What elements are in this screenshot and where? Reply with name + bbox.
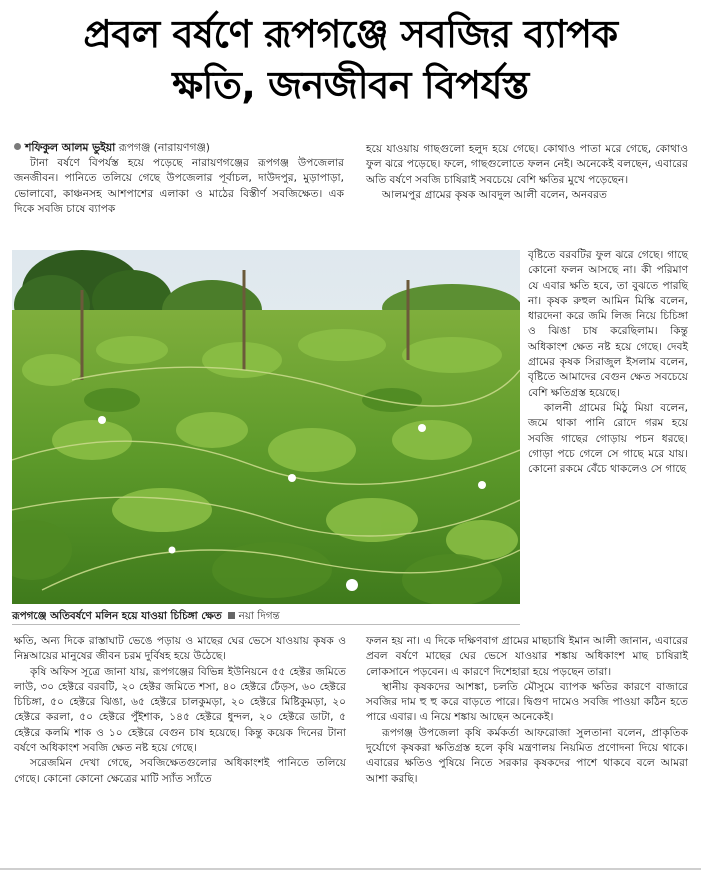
paragraph: ক্ষতি, অন্য দিকে রাস্তাঘাট ভেঙে পড়ায় ও মাছের ঘের ভেসে যাওয়ায় কৃষক ও নিম্নআয়ের মানুষের জীবন চরম দুর্বিষহ হয়ে উঠেছে। <box>14 635 346 663</box>
column-2-bottom <box>366 634 688 866</box>
photo-caption <box>12 608 520 625</box>
article-photo <box>12 250 520 604</box>
bottom-divider <box>0 868 701 870</box>
headline-line-2: ক্ষতি, জনজীবন বিপর্যস্ত <box>172 63 529 107</box>
headline <box>0 8 701 110</box>
photo-credit: নয়া দিগন্ত <box>238 610 280 622</box>
paragraph: হয়ে যাওয়ায় গাছগুলো হলুদ হয়ে গেছে। কোথাও পাতা মরে গেছে, কোথাও ফুল ঝরে পড়েছে। ফলে, গাছগুলোতে ফলন নেই। অনেকেই বলছেন, এবারের অতি বর্ষণে সবজি চাষিরাই সবচেয়ে বেশি ক্ষতির মুখে পড়েছেন। <box>366 143 688 186</box>
paragraph: ফলন হয় না। এ দিকে দক্ষিণবাগ গ্রামের মাছচাষি ইমান আলী জানান, এবারের প্রবল বর্ষণে মাছের ঘের ভেসে যাওয়ার শঙ্কায় অধিকাংশ মাছ চাষিরাই লোকসানে পড়বেন। এ কারণে দিশেহারা হয়ে পড়ছেন তারা। <box>366 635 688 678</box>
paragraph: বৃষ্টিতে বরবটির ফুল ঝরে গেছে। গাছে কোনো ফলন আসছে না। কী পরিমাণ যে এবার ক্ষতি হবে, তা বুঝতে পারছি না। কৃষক রুহুল আমিন মিস্কি বলেন, ধারদেনা করে জমি লিজ নিয়ে চিচিঙ্গা ও ঝিঙা চাষ করেছিলাম। কিন্তু অধিকাংশ ক্ষেত নষ্ট হয়ে গেছে। দেবই গ্রামের কৃষক সিরাজুল ইসলাম বলেন, বৃষ্টিতে আমাদের বেগুন ক্ষেত সবচেয়ে বেশি ক্ষতিগ্রস্ত হয়েছে। <box>528 249 688 399</box>
byline <box>14 140 344 155</box>
paragraph: স্থানীয় কৃষকদের আশঙ্কা, চলতি মৌসুমে ব্যাপক ক্ষতির কারণে বাজারে সবজির দাম হু হু করে বাড়তে পারে। দ্বিগুণ দামেও সবজি পাওয়া কঠিন হতে পারে এবার। এ নিয়ে শঙ্কায় আছেন অনেকেই। <box>366 680 688 724</box>
bullet-icon <box>14 143 21 150</box>
column-1-bottom <box>14 634 346 866</box>
column-2-narrow <box>528 248 688 628</box>
square-bullet-icon <box>228 612 235 619</box>
paragraph: টানা বর্ষণে বিপর্যস্ত হয়ে পড়েছে নারায়ণগঞ্জের রূপগঞ্জ উপজেলার জনজীবন। পানিতে তলিয়ে গেছে উপজেলার পূর্বাচল, দাউদপুর, মুড়াপাড়া, ভোলাবো, কাঞ্চনসহ আশপাশের এলাকা ও মাঠের বিস্তীর্ণ সবজিক্ষেত। এক দিকে সবজি চাষে ব্যাপক <box>14 157 344 215</box>
paragraph: আলমপুর গ্রামের কৃষক আবদুল আলী বলেন, অনবরত <box>382 188 607 201</box>
paragraph: সরেজমিন দেখা গেছে, সবজিক্ষেতগুলোর অধিকাংশই পানিতে তলিয়ে গেছে। কোনো কোনো ক্ষেত্রের মাটি স্যাঁত স্যাঁতে <box>14 757 346 785</box>
paragraph: কালনী গ্রামের মিঠু মিয়া বলেন, জমে থাকা পানি রোদে গরম হয়ে সবজি গাছের গোড়ায় পচন ধরছে। গোড়া পচে গেলে সে গাছে মরে যায়। কোনো রকমে বেঁচে থাকলেও সে গাছে <box>528 401 688 476</box>
paragraph: কৃষি অফিস সূত্রে জানা যায়, রূপগঞ্জের বিভিন্ন ইউনিয়নে ৫৫ হেক্টর জমিতে লাউ, ৩০ হেক্টরে বরবটি, ২০ হেক্টর জমিতে শসা, ৪০ হেক্টরে ঢেঁড়স, ৬০ হেক্টরে চিচিঙ্গা, ৫০ হেক্টরে ঝিঙা, ৬৫ হেক্টরে চালকুমড়া, ২০ হেক্টরে মিষ্টিকুমড়া, ২০ হেক্টরে করলা, ৫০ হেক্টরে পুঁইশাক, ১৪৫ হেক্টরে ধুন্দল, ২০ হেক্টরে ডাটা, ৫ হেক্টরে কলমি শাক ও ১০ হেক্টরে বেগুন চাষ হয়েছে। কিন্তু কয়েক দিনের টানা বর্ষণে অধিকাংশ সবজি ক্ষেত নষ্ট হয়ে গেছে। <box>14 665 346 755</box>
byline-name: শফিকুল আলম ভুইয়া <box>25 141 116 154</box>
byline-place: রূপগঞ্জ (নারায়ণগঞ্জ) <box>118 141 210 154</box>
paragraph: রূপগঞ্জ উপজেলা কৃষি কর্মকর্তা আফরোজা সুলতানা বলেন, প্রাকৃতিক দুর্যোগে কৃষকরা ক্ষতিগ্রস্ত হলে কৃষি মন্ত্রণালয় নিয়মিত প্রণোদনা দিয়ে থাকে। এবারের ক্ষতিও পুষিয়ে নিতে সরকার কৃষকদের পাশে থাকবে বলে আমরা আশা করছি। <box>366 726 688 785</box>
vegetable-field-photo <box>12 250 520 604</box>
column-1-top <box>14 140 344 242</box>
column-2-top <box>366 142 688 246</box>
headline-line-1: প্রবল বর্ষণে রূপগঞ্জে সবজির ব্যাপক <box>83 12 618 56</box>
caption-text: রূপগঞ্জে অতিবর্ষণে মলিন হয়ে যাওয়া চিচিঙ্গা ক্ষেত <box>12 610 222 622</box>
